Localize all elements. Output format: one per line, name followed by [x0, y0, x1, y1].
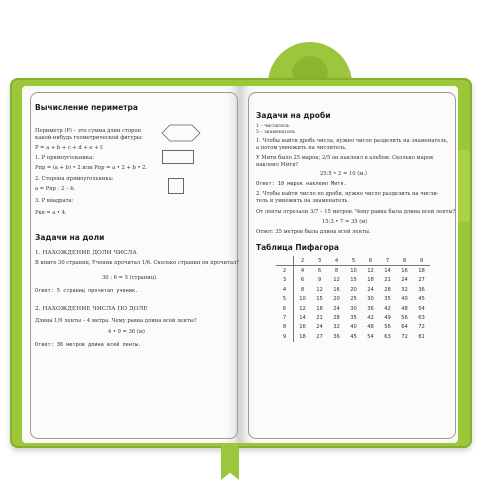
- table-cell: 14: [299, 315, 306, 322]
- table-cell: 15: [350, 277, 357, 284]
- fractions-line: 30 : 6 = 5 (страниц).: [102, 275, 158, 281]
- table-cell: 10: [299, 296, 306, 303]
- table-cell: 18: [367, 277, 374, 284]
- fractions-line: Ответ: 5 страниц прочитал ученик.: [35, 288, 139, 294]
- table-cell: 42: [384, 305, 391, 312]
- table-cell: 12: [299, 305, 306, 312]
- table-cell: 36: [333, 333, 340, 340]
- table-cell: 35: [350, 315, 357, 322]
- table-cell: 5: [276, 295, 294, 304]
- table-cell: 5: [345, 256, 362, 266]
- table-cell: 24: [367, 286, 374, 293]
- table-cell: 16: [299, 324, 306, 331]
- table-cell: 6: [300, 277, 305, 284]
- perimeter-line: 2. Сторона прямоугольника:: [35, 176, 114, 182]
- table-cell: 18: [299, 333, 306, 340]
- table-cell: 18: [418, 268, 425, 275]
- table-cell: 4: [276, 285, 294, 294]
- fractions-line: 4 • 9 = 36 (м): [108, 329, 145, 335]
- table-cell: 6: [276, 304, 294, 313]
- pythagoras-table: [276, 256, 430, 342]
- table-cell: 45: [418, 296, 425, 303]
- table-cell: 24: [401, 277, 408, 284]
- fraction-tasks-line: Ответ: 35 метров была длина всей ленты.: [256, 229, 371, 235]
- bookmark-ribbon: [221, 444, 239, 480]
- perimeter-line: P = a + b + c + d + e + f.: [35, 145, 104, 151]
- table-cell: 30: [350, 305, 357, 312]
- table-cell: 48: [367, 324, 374, 331]
- table-cell: 72: [401, 333, 408, 340]
- table-cell: 6: [317, 268, 322, 275]
- fraction-tasks-line: У Мити было 25 марок; 2/5 он наклеил в альбом. Сколько марок: [256, 155, 434, 161]
- table-cell: 42: [367, 315, 374, 322]
- table-cell: 45: [350, 333, 357, 340]
- table-cell: 72: [418, 324, 425, 331]
- table-cell: 2: [276, 266, 294, 276]
- table-cell: 4: [300, 268, 305, 275]
- table-cell: 9: [317, 277, 322, 284]
- fractions-title: Задачи на доли: [35, 233, 105, 242]
- hexagon-figure: [156, 122, 204, 144]
- table-cell: 63: [418, 315, 425, 322]
- table-cell: 10: [350, 268, 357, 275]
- perimeter-title: Вычисление периметра: [35, 103, 138, 112]
- table-cell: 40: [350, 324, 357, 331]
- table-row: [276, 295, 430, 304]
- perimeter-line: Pкв = a • 4.: [35, 210, 67, 216]
- table-cell: 36: [367, 305, 374, 312]
- table-cell: 64: [401, 324, 408, 331]
- table-cell: 56: [401, 315, 408, 322]
- elastic-strap: [456, 150, 470, 222]
- fraction-tasks-line: тель и умножить на знаменатель.: [256, 198, 349, 204]
- table-cell: [276, 256, 294, 266]
- table-row: [276, 313, 430, 322]
- square-figure: [168, 178, 184, 194]
- table-cell: 9: [276, 332, 294, 341]
- table-cell: 81: [418, 333, 425, 340]
- table-cell: 63: [384, 333, 391, 340]
- table-cell: 6: [362, 256, 379, 266]
- perimeter-line: какой-нибудь геометрической фигуры:: [35, 135, 143, 141]
- table-cell: 16: [333, 286, 340, 293]
- fraction-tasks-line: 15:3 • 7 = 35 (м): [322, 219, 368, 225]
- fraction-tasks-line: а потом умножить на числитель.: [256, 145, 347, 151]
- table-cell: 3: [311, 256, 328, 266]
- table-cell: 2: [294, 256, 312, 266]
- table-cell: 12: [367, 268, 374, 275]
- table-cell: 8: [334, 268, 339, 275]
- table-cell: 12: [333, 277, 340, 284]
- table-cell: 21: [316, 315, 323, 322]
- table-cell: 24: [316, 324, 323, 331]
- table-cell: 15: [316, 296, 323, 303]
- table-cell: 48: [401, 305, 408, 312]
- table-cell: 21: [384, 277, 391, 284]
- table-cell: 27: [316, 333, 323, 340]
- table-cell: 54: [367, 333, 374, 340]
- table-cell: 18: [316, 305, 323, 312]
- fraction-tasks-title: Задачи на дроби: [256, 111, 331, 120]
- table-cell: 7: [276, 313, 294, 322]
- table-cell: 28: [333, 315, 340, 322]
- table-cell: 3: [276, 276, 294, 285]
- fraction-tasks-line: наклеил Митя?: [256, 162, 299, 168]
- table-cell: 27: [418, 277, 425, 284]
- table-row: [276, 276, 430, 285]
- fractions-line: 2. НАХОЖДЕНИЕ ЧИСЛА ПО ДОЛЕ: [35, 306, 148, 312]
- fraction-tasks-line: 1. Чтобы найти дробь числа, нужно число разделить на знаменатель,: [256, 138, 449, 144]
- table-cell: 30: [367, 296, 374, 303]
- pythagoras-title: Таблица Пифагора: [256, 243, 339, 252]
- perimeter-line: a = Pпр : 2 – b.: [35, 186, 76, 192]
- fractions-line: В книге 30 страниц. Ученик прочитал 1/6. Сколько страниц он прочитал?: [35, 260, 240, 266]
- table-cell: 8: [276, 323, 294, 332]
- table-cell: 14: [384, 268, 391, 275]
- table-cell: 8: [300, 286, 305, 293]
- table-cell: 28: [384, 286, 391, 293]
- table-row: [276, 285, 430, 294]
- table-cell: 12: [316, 286, 323, 293]
- table-cell: 20: [350, 286, 357, 293]
- table-cell: 20: [333, 296, 340, 303]
- fractions-line: Ответ: 36 метров длина всей ленты.: [35, 342, 142, 348]
- table-cell: 25: [350, 296, 357, 303]
- perimeter-line: Периметр (P) – это сумма длин сторон: [35, 128, 141, 134]
- perimeter-line: Pпр = (a + b) • 2 или Pпр = a • 2 + b • 2.: [35, 165, 148, 171]
- table-cell: 40: [401, 296, 408, 303]
- table-cell: 7: [379, 256, 396, 266]
- table-cell: 49: [384, 315, 391, 322]
- table-row: [276, 332, 430, 341]
- fraction-tasks-line: 2. Чтобы найти число по дроби, нужно число разделить на числи-: [256, 191, 439, 197]
- perimeter-line: 3. P квадрата:: [35, 198, 74, 204]
- fraction-tasks-line: 1 – числитель: [256, 124, 290, 129]
- table-cell: 36: [418, 286, 425, 293]
- table-cell: 8: [396, 256, 413, 266]
- table-cell: 16: [401, 268, 408, 275]
- table-cell: 32: [401, 286, 408, 293]
- table-cell: 54: [418, 305, 425, 312]
- rectangle-figure: [162, 150, 194, 164]
- fraction-tasks-line: От ленты отрезали 3/7 – 15 метров. Чему равна была длина всей ленты?: [256, 209, 456, 215]
- table-cell: 24: [333, 305, 340, 312]
- perimeter-line: 1. P прямоугольника:: [35, 155, 94, 161]
- table-cell: 4: [328, 256, 345, 266]
- fraction-tasks-line: 5 – знаменатель: [256, 130, 296, 135]
- fractions-line: 1. НАХОЖДЕНИЕ ДОЛИ ЧИСЛА: [35, 250, 137, 256]
- table-cell: 56: [384, 324, 391, 331]
- table-cell: 35: [384, 296, 391, 303]
- table-row: [276, 323, 430, 332]
- table-cell: 9: [413, 256, 430, 266]
- table-cell: 32: [333, 324, 340, 331]
- fraction-tasks-line: 25:5 • 2 = 10 (м.): [320, 171, 367, 177]
- table-row: [276, 256, 430, 266]
- table-row: [276, 266, 430, 276]
- fractions-line: Длина 1/9 ленты – 4 метра. Чему равна длина всей ленты?: [35, 318, 197, 324]
- fraction-tasks-line: Ответ: 10 марок наклеил Митя.: [256, 181, 347, 187]
- table-row: [276, 304, 430, 313]
